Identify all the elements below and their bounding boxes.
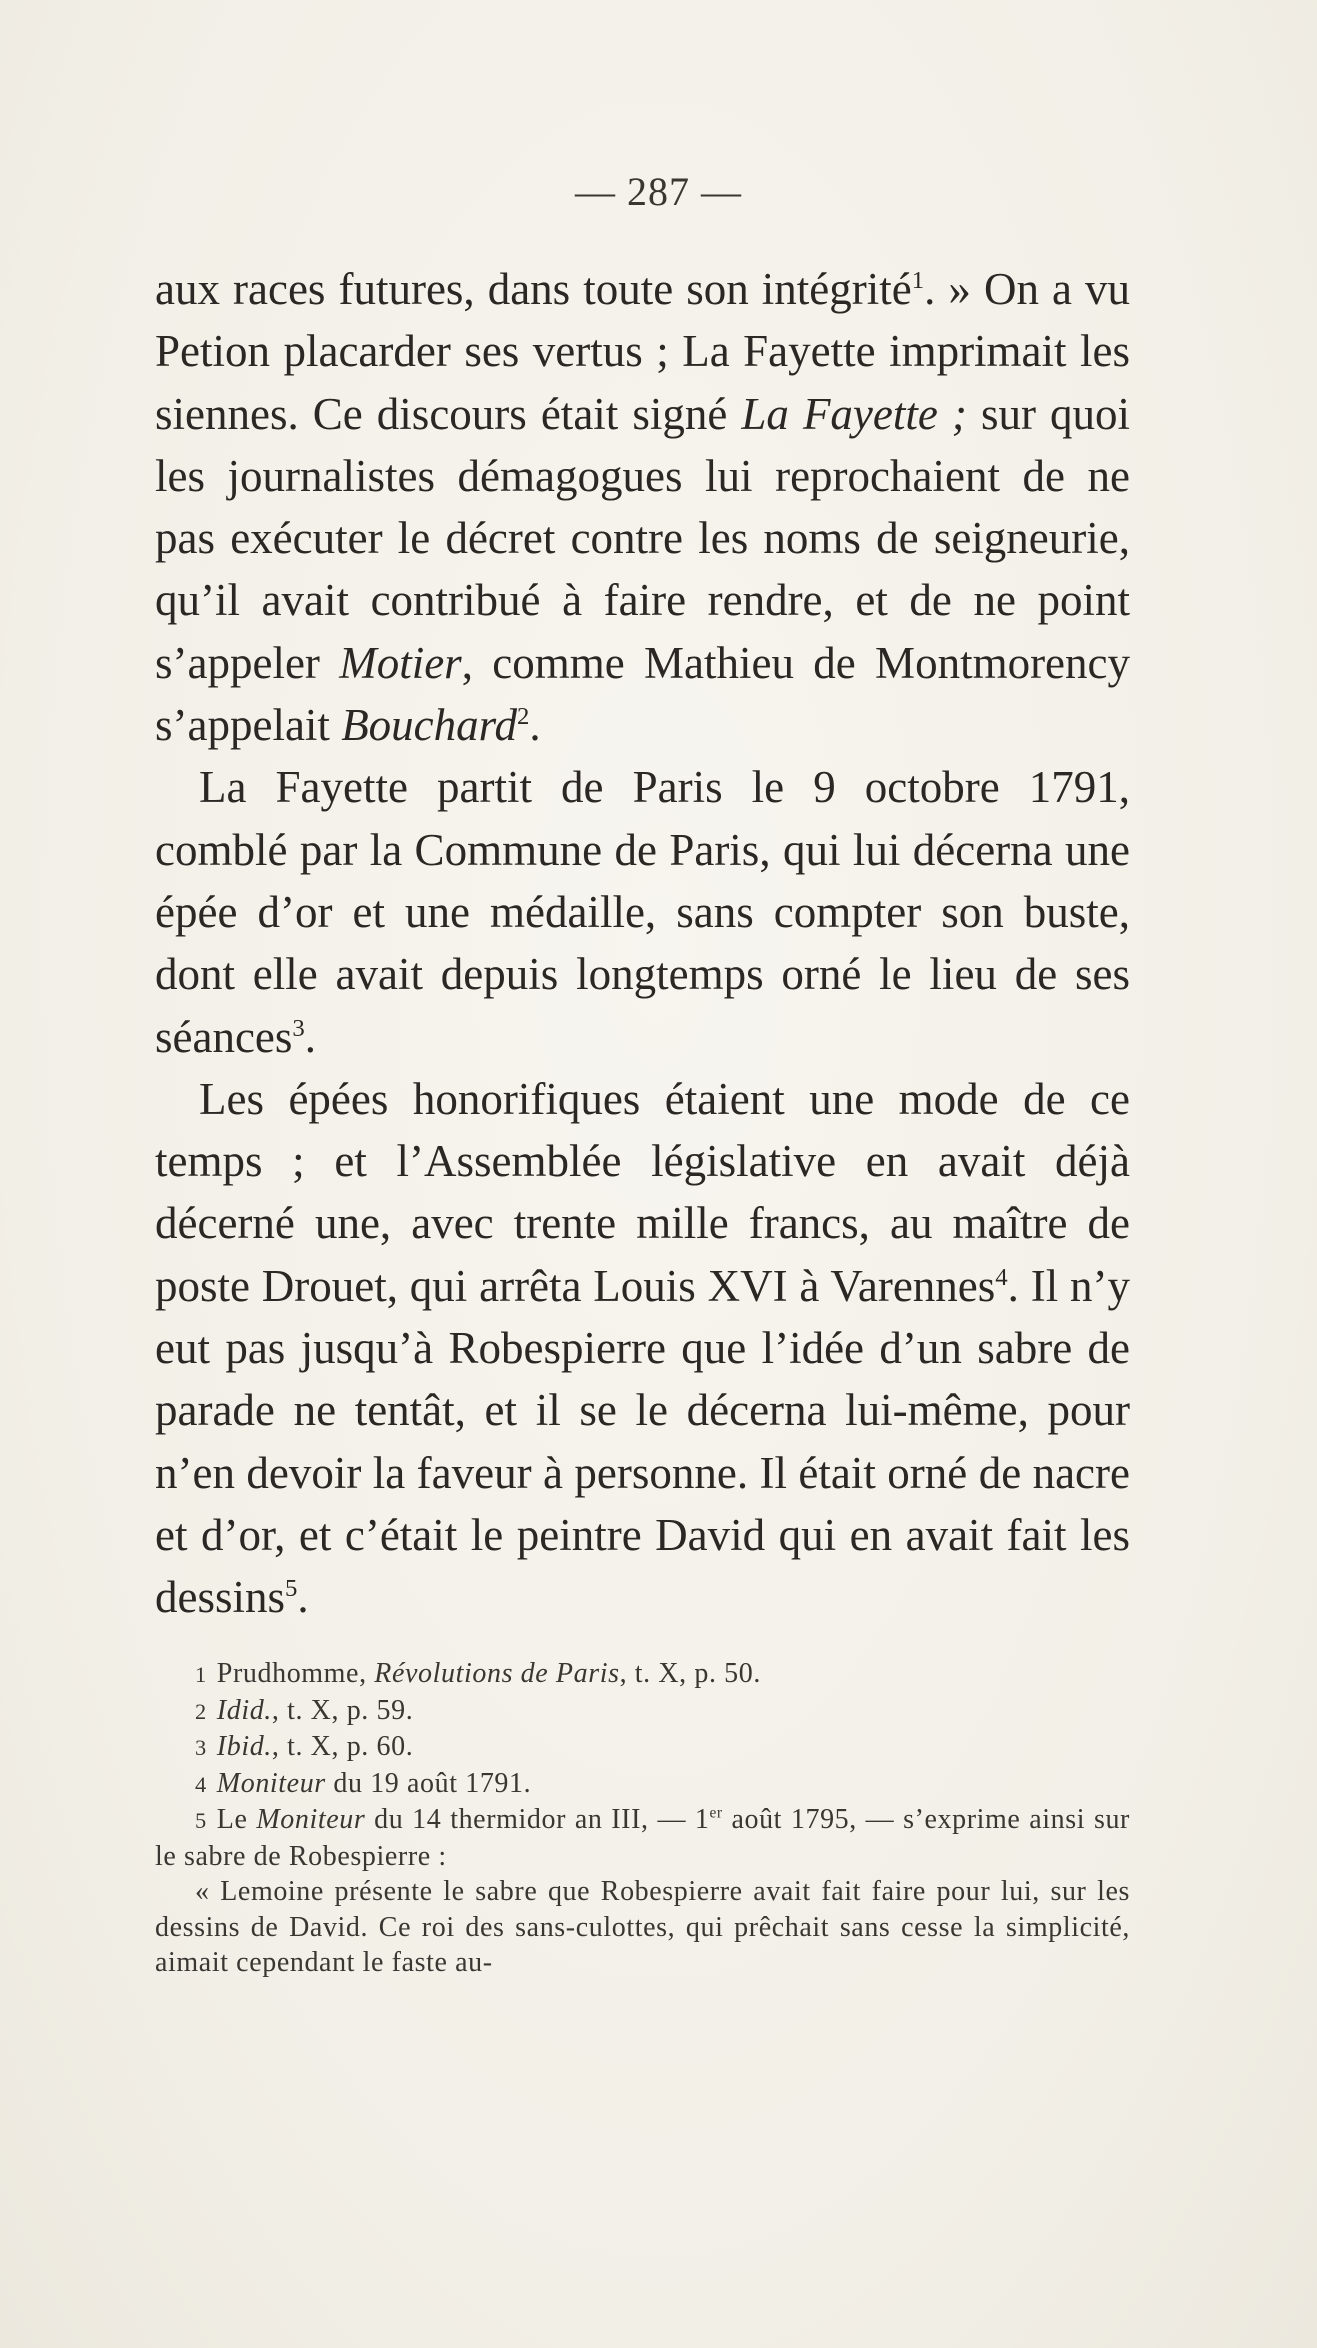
text-run: . Il n’y eut pas jusqu’à Robespierre que l’idée d’un sabre de parade ne tentât, et il se le décerna lui-même, pour n’en devoir la faveur à personne. Il était orné de nacre et d’or, et c’était le peintre David qui en avait fait les dessins	[155, 1260, 1130, 1623]
text-run: , t. X, p. 59.	[271, 1694, 414, 1726]
text-run: La Fayette partit de Paris le 9 octobre 1791, comblé par la Commune de Paris, qui lui décerna une épée d’or et une médaille, sans compter son buste, dont elle avait depuis longtemps orné le lieu de ses séances	[155, 762, 1130, 1062]
italic-name-la-fayette: La Fayette ;	[741, 388, 967, 439]
footnote-number: 2	[195, 1698, 207, 1724]
footnotes	[155, 1656, 1130, 1981]
footnote-ref-2: 2	[517, 703, 530, 731]
text-run: du 19 août 1791.	[325, 1767, 532, 1799]
page-number: — 287 —	[575, 169, 742, 214]
footnote-2	[155, 1693, 1130, 1730]
italic-name-motier: Motier	[339, 637, 462, 688]
italic-title: Moniteur	[256, 1804, 366, 1835]
footnote-number: 1	[195, 1662, 207, 1687]
text-run: , t. X, p. 50.	[619, 1658, 761, 1689]
footnote-4	[155, 1766, 1130, 1803]
paragraph-2	[155, 756, 1130, 1067]
text-run: , comme Mathieu de Montmorency s’appelait	[155, 637, 1131, 751]
text-run: .	[529, 700, 541, 751]
italic-abbrev: Idid.	[216, 1694, 272, 1726]
footnote-number: 4	[195, 1771, 207, 1797]
footnote-quote: « Lemoine présente le sabre que Robespierre avait fait faire pour lui, sur les dessins de David. Ce roi des sans-culottes, qui prêchait sans cesse la simplicité, aimait cependant le faste au-	[155, 1876, 1130, 1978]
footnote-ref-1: 1	[911, 267, 925, 294]
text-run: , t. X, p. 60.	[271, 1731, 414, 1762]
italic-title: Révolutions de Paris	[374, 1658, 620, 1689]
footnote-5	[155, 1802, 1130, 1874]
footnote-3	[155, 1729, 1130, 1766]
footnote-ref-5: 5	[285, 1575, 298, 1603]
italic-abbrev: Ibid.	[216, 1731, 272, 1762]
italic-name-bouchard: Bouchard	[341, 700, 517, 751]
footnote-number: 5	[195, 1808, 207, 1833]
text-run: août 1795, — s’exprime ainsi sur le sabre de Robespierre :	[155, 1804, 1130, 1872]
italic-title: Moniteur	[216, 1767, 326, 1799]
text-run: sur quoi les journalistes démagogues lui reprochaient de ne pas exécuter le décret contre les noms de seigneurie, qu’il avait contribué à faire rendre, et de ne point s’appeler	[155, 388, 1130, 688]
paragraph-1	[155, 258, 1130, 756]
text-run: aux races futures, dans toute son intégrité	[155, 264, 912, 314]
footnote-number: 3	[195, 1735, 207, 1760]
text-run: .	[304, 1011, 317, 1062]
text-run: Les épées honorifiques étaient une mode de ce temps ; et l’Assemblée législative en avait déjà décerné une, avec trente mille francs, au maître de poste Drouet, qui arrêta Louis XVI à Varennes	[155, 1073, 1130, 1311]
text-run: .	[297, 1572, 309, 1623]
footnote-ref-4: 4	[995, 1263, 1008, 1291]
text-run: . » On a vu Petion placarder ses vertus ; La Fayette imprimait les siennes. Ce discours était signé	[155, 264, 1130, 439]
text-run: Prudhomme,	[216, 1658, 375, 1689]
paragraph-3	[155, 1068, 1130, 1629]
text-run: Le	[216, 1804, 257, 1835]
footnote-ref-3: 3	[292, 1014, 305, 1042]
text-run: du 14 thermidor an III, — 1	[365, 1804, 710, 1835]
footnote-1	[155, 1656, 1130, 1693]
main-text	[155, 258, 1130, 1629]
superscript: er	[709, 1804, 723, 1822]
